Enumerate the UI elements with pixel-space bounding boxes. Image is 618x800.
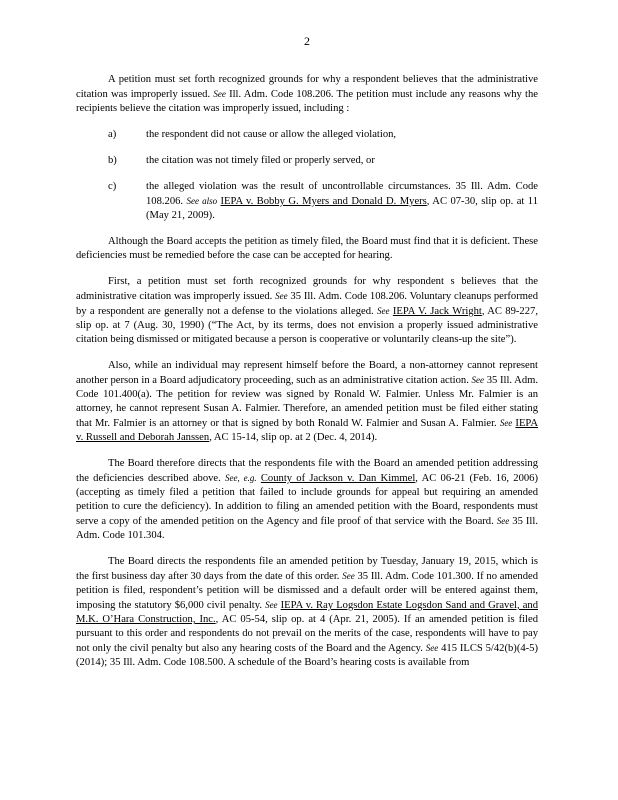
text-run: 35 Ill. Adm. Code 108.206. Voluntary cleanups performed by a respondent are generally not a defense to the violations alleged. bbox=[76, 291, 539, 317]
list-item bbox=[108, 154, 538, 168]
text-run: , AC 06-21 (Feb. 16, 2006) (accepting as timely filed a petition that failed to include grounds for appeal but requiring an amended petition to cure the deficiency). In addition to filing an amended petition with the Board, respondents must serve a copy of the amended petition on the Agency and file proof of that service with the Board. bbox=[76, 473, 538, 527]
list-item bbox=[108, 128, 538, 142]
text-run: 35 Ill. Adm. Code 101.300. If no amended petition is filed, respondent’s petition will be dismissed and a default order will be entered against them, imposing the statutory $6,000 civil penalty. bbox=[76, 571, 538, 611]
citation-signal: See bbox=[425, 643, 439, 653]
citation-signal: See bbox=[275, 291, 288, 301]
citation-signal: See bbox=[342, 571, 355, 581]
case-citation: IEPA V. Jack Wright bbox=[392, 306, 482, 317]
paragraph-petition-grounds bbox=[76, 73, 538, 116]
list-item-text bbox=[146, 180, 538, 223]
text-run: 415 ILCS 5/42(b)(4-5) (2014); 35 Ill. Adm. Code 108.500. A schedule of the Board’s hearing costs is available from bbox=[76, 643, 539, 668]
list-item-text: the citation was not timely filed or properly served, or bbox=[146, 155, 375, 166]
citation-signal: See bbox=[496, 516, 510, 526]
list-item bbox=[108, 180, 538, 223]
case-citation: IEPA v. Russell and Deborah Janssen bbox=[76, 418, 538, 443]
text-run: A petition must set forth recognized grounds for why a respondent believes that the administrative citation was improperly issued. bbox=[76, 74, 538, 100]
text-run: , AC 07-30, slip op. at 11 (May 21, 2009). bbox=[146, 196, 538, 221]
citation-signal: See bbox=[377, 306, 390, 316]
list-marker: c) bbox=[108, 181, 117, 192]
text-run: First, a petition must set forth recognized grounds for why respondent s believes that the administrative citation was improperly issued. bbox=[76, 276, 538, 302]
text-run: , AC 15-14, slip op. at 2 (Dec. 4, 2014). bbox=[209, 432, 378, 443]
citation-signal: See bbox=[471, 375, 485, 385]
text-run: The Board directs the respondents file an amended petition by Tuesday, January 19, 2015, which is the first business day after 30 days from the date of this order. bbox=[76, 556, 538, 582]
text-run: The Board therefore directs that the respondents file with the Board an amended petition addressing the deficiencies described above. bbox=[76, 458, 538, 484]
text-run: Ill. Adm. Code 108.206. The petition must include any reasons why the recipients believe the citation was improperly issued, including : bbox=[76, 89, 539, 114]
text-run: the alleged violation was the result of uncontrollable circumstances. 35 Ill. Adm. Code 108.206. bbox=[146, 181, 538, 207]
paragraph-deadline bbox=[76, 555, 538, 670]
citation-signal: See bbox=[499, 418, 513, 428]
paragraph-representation bbox=[76, 359, 538, 445]
list-marker: b) bbox=[108, 155, 117, 166]
case-citation: IEPA v. Ray Logsdon Estate Logsdon Sand and Gravel, and M.K. O’Hara Construction, Inc. bbox=[76, 600, 538, 625]
citation-signal: See bbox=[265, 600, 278, 610]
case-citation: IEPA v. Bobby G. Myers and Donald D. Myers bbox=[220, 196, 427, 207]
citation-signal: See bbox=[213, 89, 226, 99]
text-run: , AC 05-54, slip op. at 4 (Apr. 21, 2005). If an amended petition is filed pursuant to this order and respondents do not prevail on the merits of the case, respondents will have to pay not only the civil penalty but also any hearing costs of the Board and the Agency. bbox=[76, 614, 538, 654]
list-marker: a) bbox=[108, 129, 117, 140]
page-number: 2 bbox=[304, 34, 310, 48]
paragraph-amended-petition bbox=[76, 457, 538, 543]
list-item-text: the respondent did not cause or allow the alleged violation, bbox=[146, 129, 397, 140]
case-citation: County of Jackson v. Dan Kimmel bbox=[260, 473, 416, 484]
paragraph-first-deficiency bbox=[76, 275, 538, 347]
text-run: 35 Ill. Adm. Code 101.400(a). The petition for review was signed by Ronald W. Falmier. Unless Mr. Falmier is an attorney, he cannot represent Susan A. Falmier. Therefore, an amended petition must be filed either stating that Mr. Falmier is an attorney or that is signed by both Ronald W. Falmier and Susan A. Falmier. bbox=[76, 375, 539, 429]
text-run: 35 Ill. Adm. Code 101.304. bbox=[76, 516, 538, 541]
paragraph-deficiency: Although the Board accepts the petition as timely filed, the Board must find that it is deficient. These deficiencies must be remedied before the case can be accepted for hearing. bbox=[76, 236, 538, 261]
text-run: , AC 89-227, slip op. at 7 (Aug. 30, 1990) (“The Act, by its terms, does not envision a properly issued administrative citation being dismissed or mitigated because a person is cooperative or voluntarily cleans-up the site”). bbox=[76, 306, 538, 345]
grounds-list bbox=[76, 128, 538, 223]
citation-signal: See, e.g. bbox=[225, 473, 257, 483]
text-run: Also, while an individual may represent himself before the Board, a non-attorney cannot represent another person in a Board adjudicatory proceeding, such as an administrative citation action. bbox=[76, 360, 538, 386]
citation-signal: See also bbox=[186, 196, 218, 206]
